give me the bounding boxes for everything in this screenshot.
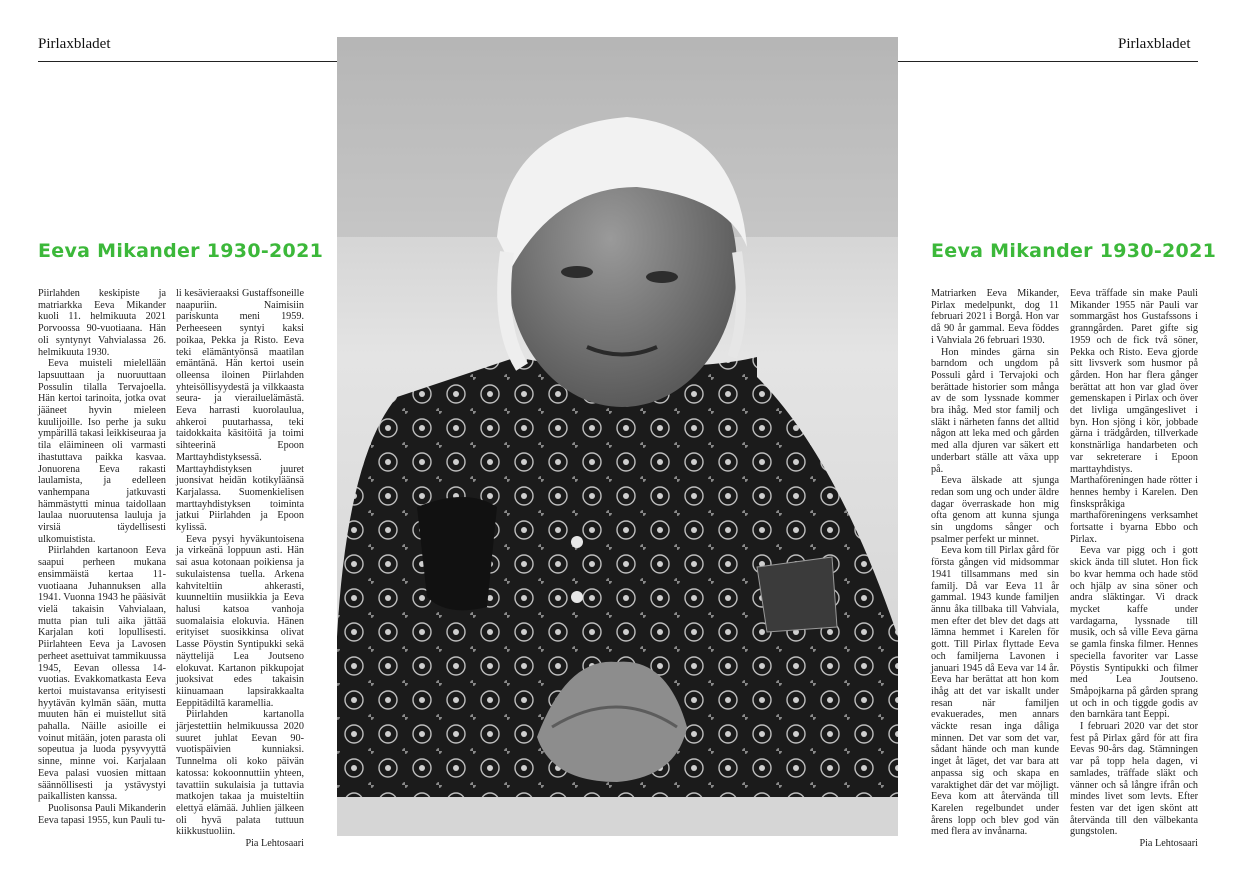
paragraph: Eeva var pigg och i gott skick ända till slutet. Hon fick bo kvar hemma och hade stöd och hjälp av sina söner och andra släktingar. Vi drack mycket kaffe under vardagarna, lyssnade till musik, och så ville Eeva gärna se gamla finska filmer. Hennes speciella favoriter var Lasse Pöystis Syntipukki och filmer med Lea Joutseno. Småpojkarna på gården sprang ut och in och tiggde godis av den barnkära tant Eeppi. bbox=[1070, 545, 1198, 721]
paragraph: Eeva älskade att sjunga redan som ung och under äldre dagar överraskade hon mig ofta genom att kunna sjunga sin ungdoms sånger och psalmer perfekt ur minnet. bbox=[931, 475, 1059, 545]
paragraph: li kesävieraaksi Gustaffsoneille naapuriin. Naimisiin pariskunta meni 1959. Perheeseen syntyi kaksi poikaa, Pekka ja Risto. Eeva teki elämäntyönsä maatilan emäntänä. Hän kertoi usein olleensa iloinen Piirlahden yhteisöllisyydestä ja vilkkaasta seura- ja vierailuelämästä. Eeva harrasti kuorolaulua, ahkeroi puutarhassa, teki taidokkaita käsitöitä ja toimi sihteerinä Epoon Marttayhdistyksessä. Marttayhdistyksen juuret juonsivat heidän kotikyläänsä Karjalassa. Suomenkielisen marttayhdistyksen toiminta jatkui Piirlahden ja Epoon kylissä. bbox=[176, 288, 304, 534]
paragraph: Eeva muisteli mielellään lapsuuttaan ja nuoruuttaan Possulin tilalla Tervajoella. Hän kertoi tarinoita, jotka ovat jääneet hyvin mieleen kuulijoille. Iso perhe ja suku ympärillä takasi leikkiseuraa ja tila eläimineen oli varmasti ihastuttava paikka kasvaa. Jonuorena Eeva rakasti laulamista, ja edelleen vanhempana jatkuvasti hämmästytti minua taidollaan laulaa nuoruutensa lauluja ja virsiä täydellisesti ulkomuistista. bbox=[38, 358, 166, 545]
paragraph: I februari 2020 var det stor fest på Pirlax gård för att fira Eevas 90-års dag. Stämningen var på topp hela dagen, vi samlades, träffade släkt och vänner och så långre ifrån och mindes livet som levts. Efter festen var det igen skönt att återvända till den välbekanta gungstolen. bbox=[1070, 721, 1198, 838]
author-signature: Pia Lehtosaari bbox=[1139, 838, 1198, 850]
paragraph: Puolisonsa Pauli Mikanderin Eeva tapasi 1955, kun Pauli tu- bbox=[38, 802, 166, 826]
article-column-1 bbox=[38, 288, 166, 826]
masthead-left: Pirlaxbladet bbox=[38, 36, 111, 52]
masthead-rule-left bbox=[38, 61, 338, 62]
article-column-4 bbox=[1070, 288, 1198, 850]
paragraph: Eeva kom till Pirlax gård för första gången vid midsommar 1941 tillsammans med sin familj. Då var Eeva 11 år gammal. 1943 kunde familjen ännu åka tillbaka till Vahviala, men efter det blev det dags att lämna hemmet i Karelen för gott. Till Pirlax flyttade Eeva och familjerna Lavonen i januari 1945 då Eeva var 14 år. Eeva har berättat att hon kom ihåg att det var iskallt under resan när familjen evakuerades, men annars väckte resan inga dåliga minnen. Det var som det var, sådant hände och man kunde inget åt läget, det var bara att anpassa sig och skapa en varaktighet där det var möjligt. Eeva kom att återvända till Karelen regelbundet under årens lopp och blev god vän med flera av invånarna. bbox=[931, 545, 1059, 838]
paragraph: Hon mindes gärna sin barndom och ungdom på Possuli gård i Tervajoki och berättade historier som många av de som lyssnade kommer bra ihåg. Med stor familj och släkt i närheten fanns det alltid någon att leka med och gården med alla djuren var säkert ett underbart ställe att växa upp på. bbox=[931, 346, 1059, 475]
paragraph: Eeva träffade sin make Pauli Mikander 1955 när Pauli var sommargäst hos Gustafssons i granngården. Paret gifte sig 1959 och de fick två söner, Pekka och Risto. Eeva gjorde sitt livsverk som husmor på gården. Hon har flera gånger berättat att hon var glad över gemenskapen i Pirlax och över det livliga umgängeslivet i byn. Hon sjöng i kör, jobbade gärna i trädgården, tillverkade konstnärliga handarbeten och var sekreterare i Epoon marttayhdistys. Marthaföreningen hade rötter i hennes hemby i Karelen. Den finskspråkiga marthaföreningens verksamhet fortsatte i byarna Ebbo och Pirlax. bbox=[1070, 288, 1198, 545]
masthead-right: Pirlaxbladet bbox=[1118, 36, 1191, 52]
paragraph: Matriarken Eeva Mikander, Pirlax medelpunkt, dog 11 februari 2021 i Borgå. Hon var då 90 år gammal. Eeva föddes i Vahviala 26 februari 1930. bbox=[931, 288, 1059, 346]
paragraph: Piirlahden kartanoon Eeva saapui perheen mukana ensimmäistä kertaa 11-vuotiaana Juhannuksen alla 1941. Vuonna 1943 he pääsivät vielä takaisin Vahvialaan, mutta pian tuli aika jättää Karjalan koti lopullisesti. Piirlahteen Eeva ja Lavosen perheet asettuivat tammikuussa 1945, Eevan ollessa 14-vuotias. Evakkomatkasta Eeva kertoi muistavansa erityisesti hyytävän kylmän sään, mutta muuten hän ei muistellut sitä pahalla. Näille asioille ei voinut mitään, joten parasta oli sopeutua ja luoda pysyvyyttä sinne, minne voi. Karjalaan Eeva palasi vuosien mittaan säännöllisesti ja ystävystyi paikallisten kanssa. bbox=[38, 545, 166, 803]
article-column-3 bbox=[931, 288, 1059, 838]
article-column-2 bbox=[176, 288, 304, 850]
author-signature: Pia Lehtosaari bbox=[245, 838, 304, 850]
paragraph: Piirlahden keskipiste ja matriarkka Eeva Mikander kuoli 11. helmikuuta 2021 Porvoossa 90-vuotiaana. Hän oli syntynyt Vahvialassa 26. helmikuuta 1930. bbox=[38, 288, 166, 358]
headline-swedish: Eeva Mikander 1930-2021 bbox=[931, 240, 1217, 262]
masthead-rule-right bbox=[897, 61, 1198, 62]
portrait-photo bbox=[337, 37, 898, 836]
paragraph: Piirlahden kartanolla järjestettiin helmikuussa 2020 suuret juhlat Eevan 90-vuotispäivien kunniaksi. Tunnelma oli koko päivän katossa: kokoonnuttiin yhteen, tavattiin sukulaisia ja tuttavia matkojen takaa ja muisteltiin elettyä elämää. Juhlien jälkeen oli hyvä palata tuttuun kiikkustuoliin. bbox=[176, 709, 304, 838]
paragraph: Eeva pysyi hyväkuntoisena ja virkeänä loppuun asti. Hän sai asua kotonaan poikiensa ja sukulaistensa tuella. Arkena kahviteltiin ahkerasti, kuunneltiin musiikkia ja Eeva halusi katsoa vanhoja suomalaisia elokuvia. Hänen erityiset suosikkinsa olivat Lasse Pöystin Syntipukki sekä näyttelijä Lea Joutseno elokuvat. Kartanon pikkupojat juoksivat edes takaisin kiinuamaan lapsirakkaalta Eeppitädiltä karamellia. bbox=[176, 533, 304, 709]
headline-finnish: Eeva Mikander 1930-2021 bbox=[38, 240, 324, 262]
